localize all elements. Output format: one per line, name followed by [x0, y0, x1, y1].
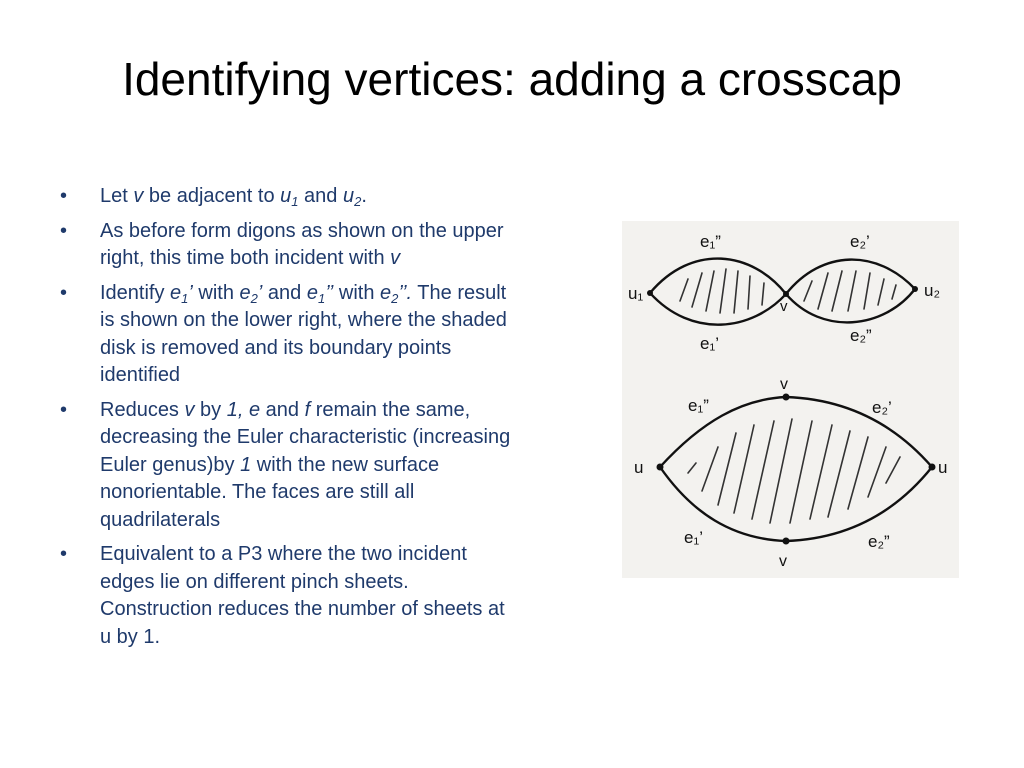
bullet-text-segment: .	[361, 185, 367, 207]
bullet-item	[60, 397, 520, 535]
bullet-item	[60, 541, 520, 651]
bullet-list	[60, 183, 520, 658]
bullet-text-segment: by	[194, 398, 227, 421]
bullet-text-segment: ’	[257, 281, 263, 304]
bullet-text-segment: ’’	[325, 281, 334, 304]
bullet-text-segment: Identify	[100, 281, 171, 304]
lens-shape	[660, 397, 932, 541]
bullet-text-segment: 1	[181, 290, 189, 306]
bullet-item	[60, 218, 520, 273]
label-e1p-bottom: e₁’	[684, 528, 703, 547]
bullet-dot: •	[60, 281, 68, 304]
label-v-top: v	[780, 298, 788, 315]
bullet-text-segment: be adjacent to	[143, 185, 281, 207]
label-u2: u₂	[924, 281, 941, 300]
bullet-text-segment: and	[298, 185, 343, 207]
label-e2pp-bottom: e₂”	[868, 532, 890, 551]
label-e1p-top: e₁’	[700, 334, 719, 353]
bullet-text-segment: 2	[391, 290, 399, 306]
diagram-figure	[622, 221, 959, 578]
label-u1: u₁	[628, 284, 644, 303]
bullet-text-segment: with	[333, 281, 381, 304]
label-v-upper: v	[780, 376, 788, 393]
label-u-right: u	[938, 458, 948, 477]
hand-drawn-diagram	[622, 221, 959, 578]
bullet-text-segment: f	[304, 398, 311, 421]
label-v-lower: v	[779, 553, 787, 570]
bullet-text-segment: 1	[291, 194, 299, 209]
bullet-text-segment: u	[342, 185, 355, 207]
label-e2p-bottom: e₂’	[872, 398, 892, 417]
label-e1pp-bottom: e₁”	[688, 396, 709, 415]
bullet-item	[60, 183, 520, 211]
bullet-text-segment: and	[260, 398, 305, 421]
bullet-text-segment: e	[380, 281, 392, 304]
bullet-text-segment: e	[306, 281, 318, 304]
bullet-text-segment: ’	[188, 281, 193, 304]
bullet-text-segment: ’’.	[398, 281, 413, 304]
bullet-text-segment: 1, e	[226, 398, 261, 421]
bullet-text-segment: The result is shown on the lower right, where the shaded disk is removed and its boundary points identified	[100, 281, 507, 386]
bullet-text-segment: with the new surface nonorientable. The faces are still all quadrilaterals	[100, 453, 440, 531]
label-e2pp-top: e₂”	[850, 326, 872, 345]
bullet-text-segment: e	[239, 281, 251, 304]
left-digon	[650, 259, 786, 325]
label-e1pp-top: e₁”	[700, 232, 721, 251]
bullet-item	[60, 280, 520, 390]
bullet-text-segment: u	[280, 185, 292, 207]
bullet-dot: •	[60, 219, 68, 242]
bullet-text-segment: 1	[240, 453, 252, 476]
bullet-text-segment: 2	[250, 290, 258, 306]
bullet-text-segment: v	[390, 247, 401, 269]
bullet-text-segment: Let	[100, 185, 134, 207]
bullet-text-segment: 2	[354, 194, 362, 209]
bullet-dot: •	[60, 398, 68, 421]
bullet-text-segment: Reduces	[100, 398, 185, 421]
bullet-text-segment: Equivalent to a P3 where the two incident edges lie on different pinch sheets. Construction reduces the number of sheets at u by 1.	[100, 543, 505, 648]
bullet-text-segment: e	[170, 281, 182, 304]
bullet-text-segment: remain the same, decreasing the Euler characteristic (increasing Euler genus)by	[100, 398, 511, 476]
bullet-text-segment: with	[192, 281, 240, 304]
slide-title: Identifying vertices: adding a crosscap	[122, 53, 902, 105]
bullet-dot: •	[60, 543, 68, 565]
label-u-left: u	[634, 458, 644, 477]
bullet-text-segment: 1	[317, 290, 326, 306]
bullet-text-segment: As before form digons as shown on the upper right, this time both incident with	[100, 219, 504, 269]
label-e2p-top: e₂’	[850, 232, 870, 251]
right-digon	[786, 260, 915, 323]
bullet-text-segment: v	[133, 185, 144, 207]
bullet-text-segment: v	[184, 398, 195, 421]
bullet-dot: •	[60, 185, 68, 207]
bullet-text-segment: and	[262, 281, 307, 304]
